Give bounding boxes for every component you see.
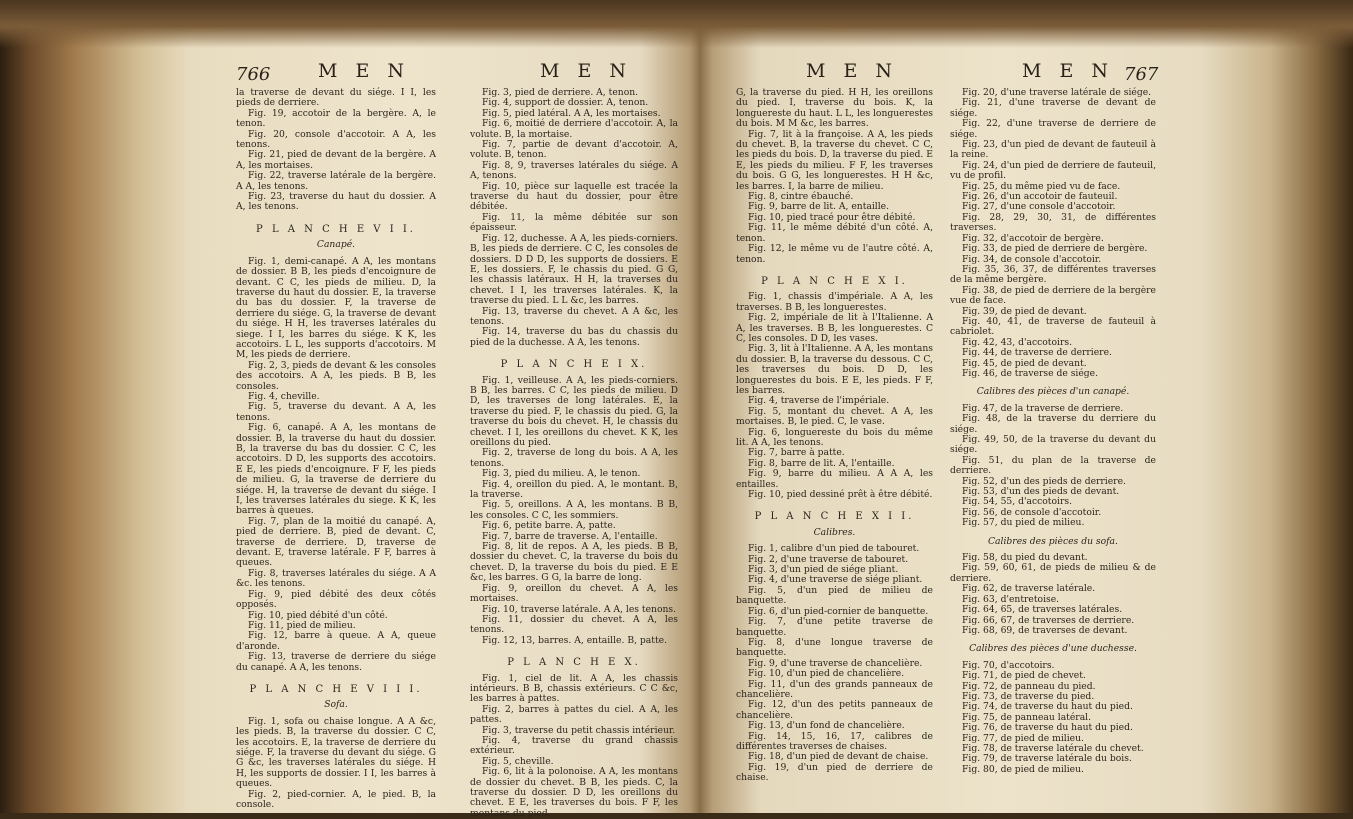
figure-entry: Fig. 51, du plan de la traverse de derriere. [950,454,1156,477]
figure-entry: Fig. 53, d'un des pieds de devant. [962,486,1120,498]
running-head-col1: M E N [318,60,411,82]
figure-entry: Fig. 47, de la traverse de derriere. [962,402,1124,414]
figure-entry: Fig. 21, d'une traverse de devant de siége. [950,97,1156,119]
figure-entry: Fig. 6, moitié de derriere d'accotoir. A, la volute. B, la mortaise. [470,118,678,140]
figure-entry: Fig. 48, de la traverse du derriere du siége. [950,413,1156,435]
figure-entry: Fig. 4, cheville. [248,390,320,402]
figure-entry: Fig. 10, pied débité d'un côté. [248,609,388,621]
figure-entry: Fig. 70, d'accotoirs. [962,659,1055,671]
figure-entry: Fig. 22, d'une traverse de derriere de siége. [950,118,1156,140]
figure-entry: Fig. 4, traverse de l'impériale. [748,395,890,407]
figure-entry: Fig. 6, d'un pied-cornier de banquette. [748,605,929,617]
figure-entry: Fig. 42, 43, d'accotoirs. [962,336,1072,348]
figure-entry: Fig. 28, 29, 30, 31, de différentes traverses. [950,211,1156,234]
figure-entry: Fig. 20, console d'accotoir. A A, les tenons. [236,128,436,151]
figure-entry: Fig. 18, d'un pied de devant de chaise. [748,751,929,763]
figure-entry: Fig. 5, cheville. [482,755,554,767]
figure-entry: Fig. 6, canapé. A A, les montans de dossier. B, la traverse du haut du dossier. B, la traverse du bas du dossier. C C, les accotoirs. D D, les supports des accotoirs. E E, les pieds d'encoignure. F F, les pieds de milieu. G, la traverse de derriere du siége. H, la traverse de devant du siége. I I, les traverses latérales du siege. K K, les barres à queues. [236,422,436,517]
figure-entry: Fig. 11, d'un des grands panneaux de chancelière. [736,678,933,700]
text-column-3 [736,88,933,784]
figure-entry: Fig. 10, pied dessiné prêt à être débité. [748,489,933,501]
figure-entry: Fig. 10, d'un pied de chancelière. [748,668,905,680]
text-column-1 [236,88,436,810]
figure-entry: Fig. 13, traverse de derriere du siége du canapé. A A, les tenons. [236,651,436,673]
figure-entry: Fig. 39, de pied de devant. [962,305,1087,317]
figure-entry: Fig. 59, 60, 61, de pieds de milieu & de derriere. [950,562,1156,584]
figure-entry: Fig. 21, pied de devant de la bergère. A A, les mortaises. [236,149,436,171]
section-subtitle: Sofa. [324,699,348,711]
figure-entry: Fig. 74, de traverse du haut du pied. [962,701,1133,713]
figure-entry: Fig. 5, montant du chevet. A A, les mortaises. B, le pied. C, le vase. [736,405,933,428]
section-subtitle: Calibres des pièces d'une duchesse. [969,643,1137,655]
figure-entry: la traverse de devant du siége. I I, les pieds de derriere. [236,87,436,109]
text-column-2 [470,88,678,819]
figure-entry: Fig. 9, barre du milieu. A A A, les entailles. [736,468,933,490]
figure-entry: G, la traverse du pied. H H, les oreillons du pied. I, traverse du bois. K, la longuereste du haut. L L, les longuerestes du bois. M M &c, les barres. [736,87,933,130]
figure-entry: Fig. 1, chassis d'impériale. A A, les traverses. B B, les longuerestes. [736,291,933,313]
figure-entry: Fig. 2, impériale de lit à l'Italienne. A A, les traverses. B B, les longuerestes. C C, les consoles. D D, les vases. [736,312,933,344]
figure-entry: Fig. 10, traverse latérale. A A, les tenons. [482,603,677,615]
left-page-number: 766 [236,64,271,85]
figure-entry: Fig. 2, d'une traverse de tabouret. [748,553,909,565]
figure-entry: Fig. 12, le même vu de l'autre côté. A, tenon. [736,243,933,265]
figure-entry: Fig. 12, duchesse. A A, les pieds-corniers. B, les pieds de derriere. C C, les consoles de dossiers. D D D, les supports de dossiers. E E, les dossiers. F, le chassis du pied. G G, les chassis latéraux. H H, la traverses du chevet. I I, les traverses latérales. K, la traverse du pied. L L &c, les barres. [470,232,678,307]
figure-entry: Fig. 35, 36, 37, de différentes traverses de la même bergère. [950,263,1156,286]
figure-entry: Fig. 11, la même débitée sur son épaisseur. [470,211,678,234]
figure-entry: Fig. 12, barre à queue. A A, queue d'aronde. [236,630,436,652]
figure-entry: Fig. 24, d'un pied de derriere de fauteuil, vu de profil. [950,159,1156,182]
figure-entry: Fig. 33, de pied de derriere de bergère. [962,243,1148,255]
figure-entry: Fig. 7, lit à la françoise. A A, les pieds du chevet. B, la traverse du chevet. C C, les pieds du bois. D, la traverse du pied. E E, les pieds du milieu. F F, les traverses du bois. G G, les longuerestes. H H &c, les barres. I, la barre de milieu. [736,128,933,192]
figure-entry: Fig. 2, pied-cornier. A, le pied. B, la console. [236,788,436,810]
figure-entry: Fig. 58, du pied du devant. [962,552,1088,564]
figure-entry: Fig. 8, cintre ébauché. [748,191,854,203]
figure-entry: Fig. 72, de panneau du pied. [962,680,1096,692]
figure-entry: Fig. 22, traverse latérale de la bergère. A A, les tenons. [236,170,436,192]
figure-entry: Fig. 27, d'une console d'accotoir. [962,201,1116,213]
figure-entry: Fig. 78, de traverse latérale du chevet. [962,742,1144,754]
figure-entry: Fig. 7, barre de traverse. A, l'entaille. [482,530,658,542]
figure-entry: Fig. 57, du pied de milieu. [962,517,1085,529]
figure-entry: Fig. 7, d'une petite traverse de banquette. [736,616,933,638]
figure-entry: Fig. 2, traverse de long du bois. A A, les tenons. [470,447,678,469]
section-subtitle: Calibres. [813,526,856,538]
plate-heading: P L A N C H E X I. [761,275,908,287]
right-page-number: 767 [1124,64,1159,85]
figure-entry: Fig. 1, veilleuse. A A, les pieds-corniers. B B, les barres. C C, les pieds de milieu. D D, les traverses de long latérales. E, la traverse du pied. F, le chassis du pied. G, la traverse du bois du chevet. H, le chassis du chevet. I I, les oreillons du chevet. K K, les oreillons du pied. [470,374,678,448]
plate-heading: P L A N C H E X I I. [754,511,915,523]
section-subtitle: Canapé. [316,239,356,251]
running-head-col3: M E N [806,60,899,82]
figure-entry: Fig. 2, barres à pattes du ciel. A A, les pattes. [470,703,678,726]
figure-entry: Fig. 1, ciel de lit. A A, les chassis intérieurs. B B, chassis extérieurs. C C &c, les barres à pattes. [470,672,678,705]
figure-entry: Fig. 5, oreillons. A A, les montans. B B, les consoles. C C, les sommiers. [470,499,678,521]
figure-entry: Fig. 80, de pied de milieu. [962,763,1084,775]
plate-heading: P L A N C H E X. [507,657,641,669]
figure-entry: Fig. 13, traverse du chevet. A A &c, les tenons. [470,305,678,327]
figure-entry: Fig. 1, sofa ou chaise longue. A A &c, les pieds. B, la traverse du dossier. C C, les accotoirs. E, la traverse de derriere du siége. F, la traverse du devant du siége. G G &c, les traverses latérales du siége. H H, les supports de dossier. I I, les barres à queues. [236,715,436,790]
figure-entry: Fig. 8, lit de repos. A A, les pieds. B B, dossier du chevet. C, la traverse du bois du chevet. D, la traverse du bois du pied. E E &c, les barres. G G, la barre de long. [470,541,678,584]
figure-entry: Fig. 25, du même pied vu de face. [962,180,1121,192]
figure-entry: Fig. 9, oreillon du chevet. A A, les mortaises. [470,582,678,605]
figure-entry: Fig. 1, demi-canapé. A A, les montans de dossier. B B, les pieds d'encoignure de devant. C C, les pieds de milieu. D, la traverse du haut du dossier. E, la traverse du bas du dossier. F, la traverse de derriere du siége. G, la traverse de devant du siége. H H, les traverses latérales du siege. I I, les barres du siége. K K, les accotoirs. L L, les supports d'accotoirs. M M, les pieds de derriere. [236,255,436,361]
running-head-col4: M E N [1022,60,1115,82]
figure-entry: Fig. 11, dossier du chevet. A A, les tenons. [470,613,678,636]
figure-entry: Fig. 5, d'un pied de milieu de banquette. [736,584,933,607]
plate-heading: P L A N C H E V I I I. [249,683,423,695]
figure-entry: Fig. 4, support de dossier. A, tenon. [482,97,649,109]
figure-entry: Fig. 13, d'un fond de chancelière. [748,720,905,732]
figure-entry: Fig. 9, d'une traverse de chancelière. [748,657,923,669]
figure-entry: Fig. 63, d'entretoise. [962,593,1060,605]
figure-entry: Fig. 8, traverses latérales du siége. A A &c. les tenons. [236,567,436,590]
figure-entry: Fig. 52, d'un des pieds de derriere. [962,475,1126,487]
figure-entry: Fig. 12, 13, barres. A, entaille. B, patte. [482,634,668,646]
section-subtitle: Calibres des pièces d'un canapé. [976,386,1130,398]
figure-entry: Fig. 2, 3, pieds de devant & les consoles des accotoirs. A A, les pieds. B B, les consoles. [236,359,436,392]
plate-heading: P L A N C H E V I I. [256,223,416,235]
figure-entry: Fig. 71, de pied de chevet. [962,670,1086,682]
figure-entry: Fig. 8, 9, traverses latérales du siége. A A, tenons. [470,159,678,182]
figure-entry: Fig. 19, accotoir de la bergère. A, le tenon. [236,107,436,130]
figure-entry: Fig. 1, calibre d'un pied de tabouret. [748,543,920,555]
figure-entry: Fig. 7, barre à patte. [748,447,845,459]
figure-entry: Fig. 23, d'un pied de devant de fauteuil à la reine. [950,139,1156,161]
figure-entry: Fig. 8, barre de lit. A, l'entaille. [748,457,895,469]
figure-entry: Fig. 73, de traverse du pied. [962,690,1095,702]
figure-entry: Fig. 9, pied débité des deux côtés opposés. [236,588,436,611]
figure-entry: Fig. 56, de console d'accotoir. [962,506,1102,518]
running-head-col2: M E N [540,60,633,82]
figure-entry: Fig. 3, lit à l'Italienne. A A, les montans du dossier. B, la traverse du dessous. C C, les traverses du bois. D D, les longuerestes du bois. E E, les pieds. F F, les barres. [736,343,933,396]
figure-entry: Fig. 45, de pied de devant. [962,357,1087,369]
figure-entry: Fig. 23, traverse du haut du dossier. A A, les tenons. [236,191,436,213]
section-subtitle: Calibres des pièces du sofa. [988,535,1118,547]
figure-entry: Fig. 20, d'une traverse latérale de siége. [962,87,1152,98]
figure-entry: Fig. 6, lit à la polonoise. A A, les montans de dossier du chevet. B B, les pieds. C, la traverse du dossier. D D, les oreillons du chevet. E E, les traverses du bois. F F, les montans du pied. [470,766,678,819]
figure-entry: Fig. 66, 67, de traverses de derriere. [962,614,1135,626]
figure-entry: Fig. 7, partie de devant d'accotoir. A, volute. B, tenon. [470,139,678,161]
figure-entry: Fig. 76, de traverse du haut du pied. [962,722,1133,734]
figure-entry: Fig. 77, de pied de milieu. [962,732,1084,744]
book-top-edge [0,0,1353,48]
figure-entry: Fig. 3, pied de derriere. A, tenon. [482,87,639,98]
figure-entry: Fig. 3, pied du milieu. A, le tenon. [482,468,641,480]
figure-entry: Fig. 19, d'un pied de derriere de chaise. [736,761,933,784]
figure-entry: Fig. 11, le même débité d'un côté. A, tenon. [736,222,933,244]
figure-entry: Fig. 68, 69, de traverses de devant. [962,624,1128,636]
figure-entry: Fig. 62, de traverse latérale. [962,583,1096,595]
plate-heading: P L A N C H E I X. [500,359,648,371]
figure-entry: Fig. 40, 41, de traverse de fauteuil à cabriolet. [950,315,1156,338]
figure-entry: Fig. 3, d'un pied de siége pliant. [748,564,899,576]
figure-entry: Fig. 38, de pied de derriere de la bergère vue de face. [950,284,1156,307]
figure-entry: Fig. 6, petite barre. A, patte. [482,520,616,532]
figure-entry: Fig. 4, d'une traverse de siége pliant. [748,574,923,586]
figure-entry: Fig. 14, traverse du bas du chassis du pied de la duchesse. A A, les tenons. [470,326,678,348]
figure-entry: Fig. 7, plan de la moitié du canapé. A, pied de derriere. B, pied de devant. C, traverse de derriere. D, traverse de devant. E, traverse latérale. F F, barres à queues. [236,515,436,569]
figure-entry: Fig. 11, pied de milieu. [248,619,356,631]
figure-entry: Fig. 64, 65, de traverses latérales. [962,604,1123,616]
text-column-4 [950,88,1156,775]
figure-entry: Fig. 6, longuereste du bois du même lit. A A, les tenons. [736,426,933,448]
figure-entry: Fig. 3, traverse du petit chassis intérieur. [482,724,676,736]
figure-entry: Fig. 54, 55, d'accotoirs. [962,496,1072,508]
figure-entry: Fig. 49, 50, de la traverse du devant du siége. [950,434,1156,456]
figure-entry: Fig. 26, d'un accotoir de fauteuil. [962,191,1118,203]
figure-entry: Fig. 44, de traverse de derriere. [962,347,1112,359]
figure-entry: Fig. 32, d'accotoir de bergère. [962,232,1104,244]
figure-entry: Fig. 10, pièce sur laquelle est tracée la traverse du haut du dossier, pour être débitée. [470,180,678,213]
figure-entry: Fig. 75, de panneau latéral. [962,711,1092,723]
figure-entry: Fig. 5, pied latéral. A A, les mortaises. [482,107,661,119]
figure-entry: Fig. 10, pied tracé pour être débité. [748,211,916,223]
figure-entry: Fig. 79, de traverse latérale du bois. [962,753,1132,765]
figure-entry: Fig. 9, barre de lit. A, entaille. [748,201,890,213]
figure-entry: Fig. 8, d'une longue traverse de banquette. [736,636,933,659]
figure-entry: Fig. 12, d'un des petits panneaux de chancelière. [736,699,933,721]
figure-entry: Fig. 5, traverse du devant. A A, les tenons. [236,401,436,423]
figure-entry: Fig. 34, de console d'accotoir. [962,253,1102,265]
figure-entry: Fig. 46, de traverse de siége. [962,367,1099,379]
figure-entry: Fig. 4, oreillon du pied. A, le montant. B, la traverse. [470,478,678,501]
figure-entry: Fig. 14, 15, 16, 17, calibres de différentes traverses de chaises. [736,730,933,752]
figure-entry: Fig. 4, traverse du grand chassis extérieur. [470,734,678,757]
